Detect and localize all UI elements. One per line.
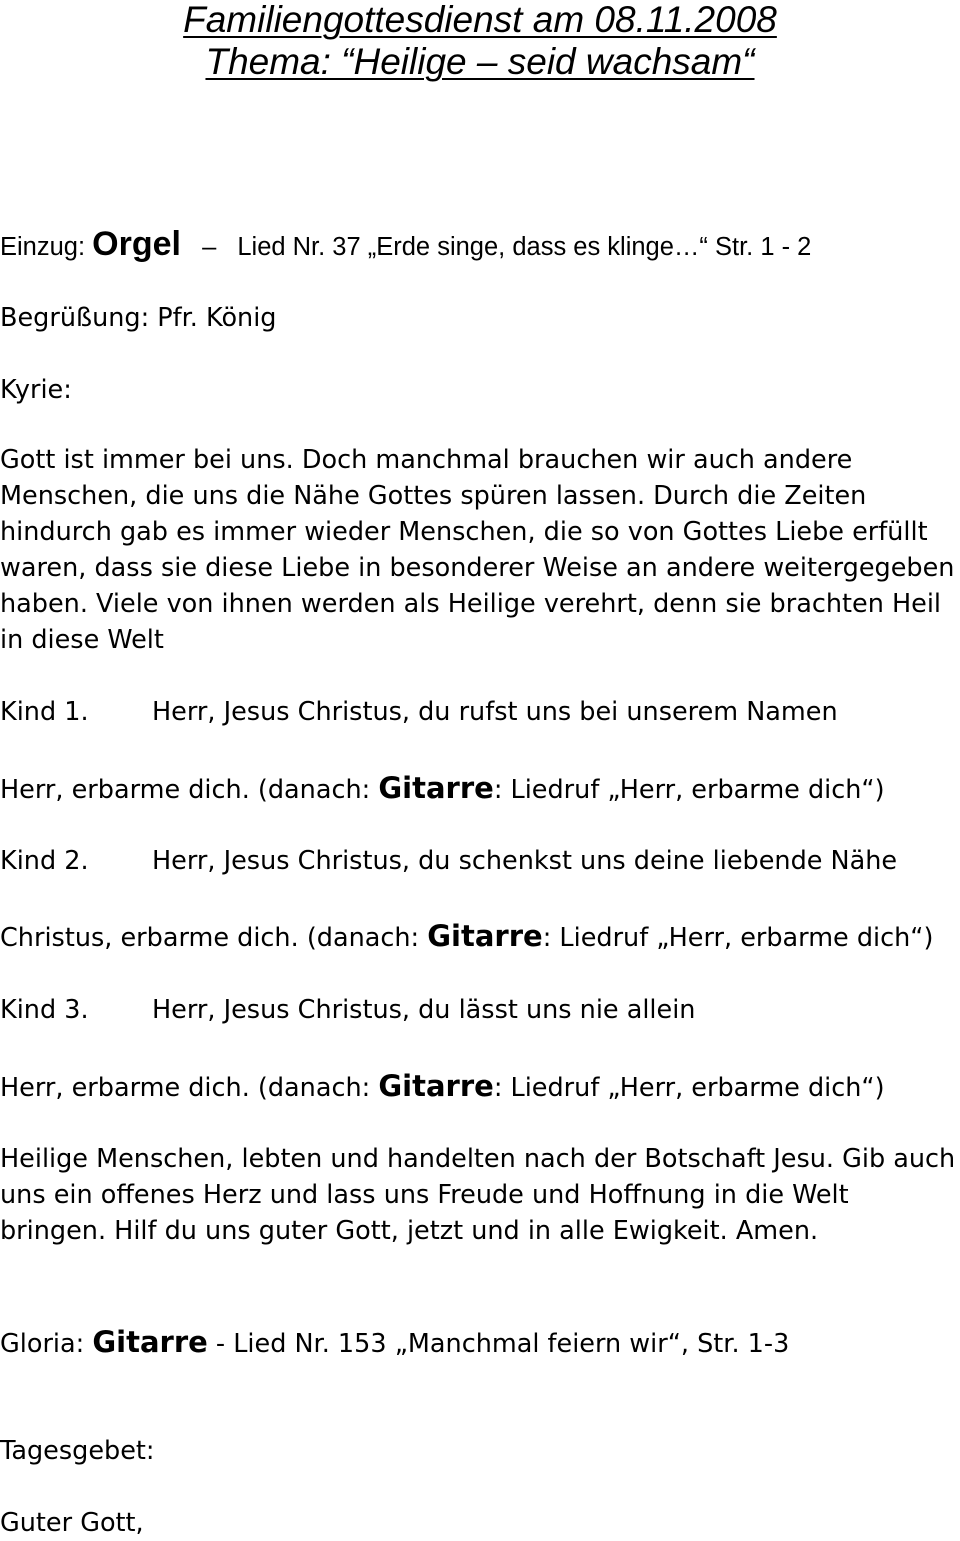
title-line-1: Familiengottesdienst am 08.11.2008: [183, 0, 777, 40]
gloria-instrument: Gitarre: [92, 1325, 208, 1359]
kind-3-line: Herr, Jesus Christus, du lässt uns nie allein: [152, 995, 696, 1025]
kind-3-speaker: Kind 3.: [0, 995, 89, 1025]
response-2-text: Christus, erbarme dich.: [0, 923, 299, 953]
kyrie-response-1: [0, 770, 885, 808]
einzug-instrument: Orgel: [92, 225, 181, 263]
einzug-song: Lied Nr. 37 „Erde singe, dass es klinge…“ Str. 1 - 2: [237, 233, 812, 261]
response-1-instrument: Gitarre: [378, 771, 494, 805]
response-2-liedruf: : Liedruf „Herr, erbarme dich“): [542, 923, 934, 953]
response-3-liedruf: : Liedruf „Herr, erbarme dich“): [493, 1073, 885, 1103]
response-1-liedruf: : Liedruf „Herr, erbarme dich“): [493, 775, 885, 805]
response-1-danach: (danach:: [257, 775, 371, 805]
kyrie-response-3: [0, 1068, 885, 1106]
einzug-label: Einzug:: [0, 233, 86, 261]
response-3-danach: (danach:: [257, 1073, 371, 1103]
gloria-line: [0, 1324, 789, 1362]
response-1-text: Herr, erbarme dich.: [0, 775, 250, 805]
einzug-line: [0, 226, 811, 265]
kyrie-intro: Gott ist immer bei uns. Doch manchmal brauchen wir auch andere Menschen, die uns die Nähe Gottes spüren lassen. Durch die Zeiten hindurch gab es immer wieder Menschen, die so von Gottes Liebe erfüllt waren, dass sie diese Liebe in besonderer Weise an andere weitergegeben haben. Viele von ihnen werden als Heilige verehrt, denn sie brachten Heil in diese Welt: [0, 445, 955, 655]
tagesgebet-opening: Guter Gott,: [0, 1508, 144, 1538]
tagesgebet-label: Tagesgebet:: [0, 1436, 155, 1466]
response-2-danach: (danach:: [306, 923, 420, 953]
title-line-2: Thema: “Heilige – seid wachsam“: [205, 41, 755, 82]
kind-1-speaker: Kind 1.: [0, 697, 89, 727]
kind-1-line: Herr, Jesus Christus, du rufst uns bei unserem Namen: [152, 697, 838, 727]
kind-2-speaker: Kind 2.: [0, 846, 89, 876]
gloria-song: - Lied Nr. 153 „Manchmal feiern wir“, Str. 1-3: [207, 1329, 790, 1359]
kyrie-closing: Heilige Menschen, lebten und handelten nach der Botschaft Jesu. Gib auch uns ein offenes Herz und lass uns Freude und Hoffnung in die Welt bringen. Hilf du uns guter Gott, jetzt und in alle Ewigkeit. Amen.: [0, 1144, 956, 1246]
begruessung-line: Begrüßung: Pfr. König: [0, 303, 277, 333]
response-2-instrument: Gitarre: [427, 919, 543, 953]
gloria-label: Gloria:: [0, 1329, 85, 1359]
response-3-instrument: Gitarre: [378, 1069, 494, 1103]
response-3-text: Herr, erbarme dich.: [0, 1073, 250, 1103]
einzug-dash: –: [202, 233, 217, 261]
kind-2-line: Herr, Jesus Christus, du schenkst uns deine liebende Nähe: [152, 846, 898, 876]
kyrie-response-2: [0, 918, 933, 956]
kyrie-label: Kyrie:: [0, 375, 72, 405]
